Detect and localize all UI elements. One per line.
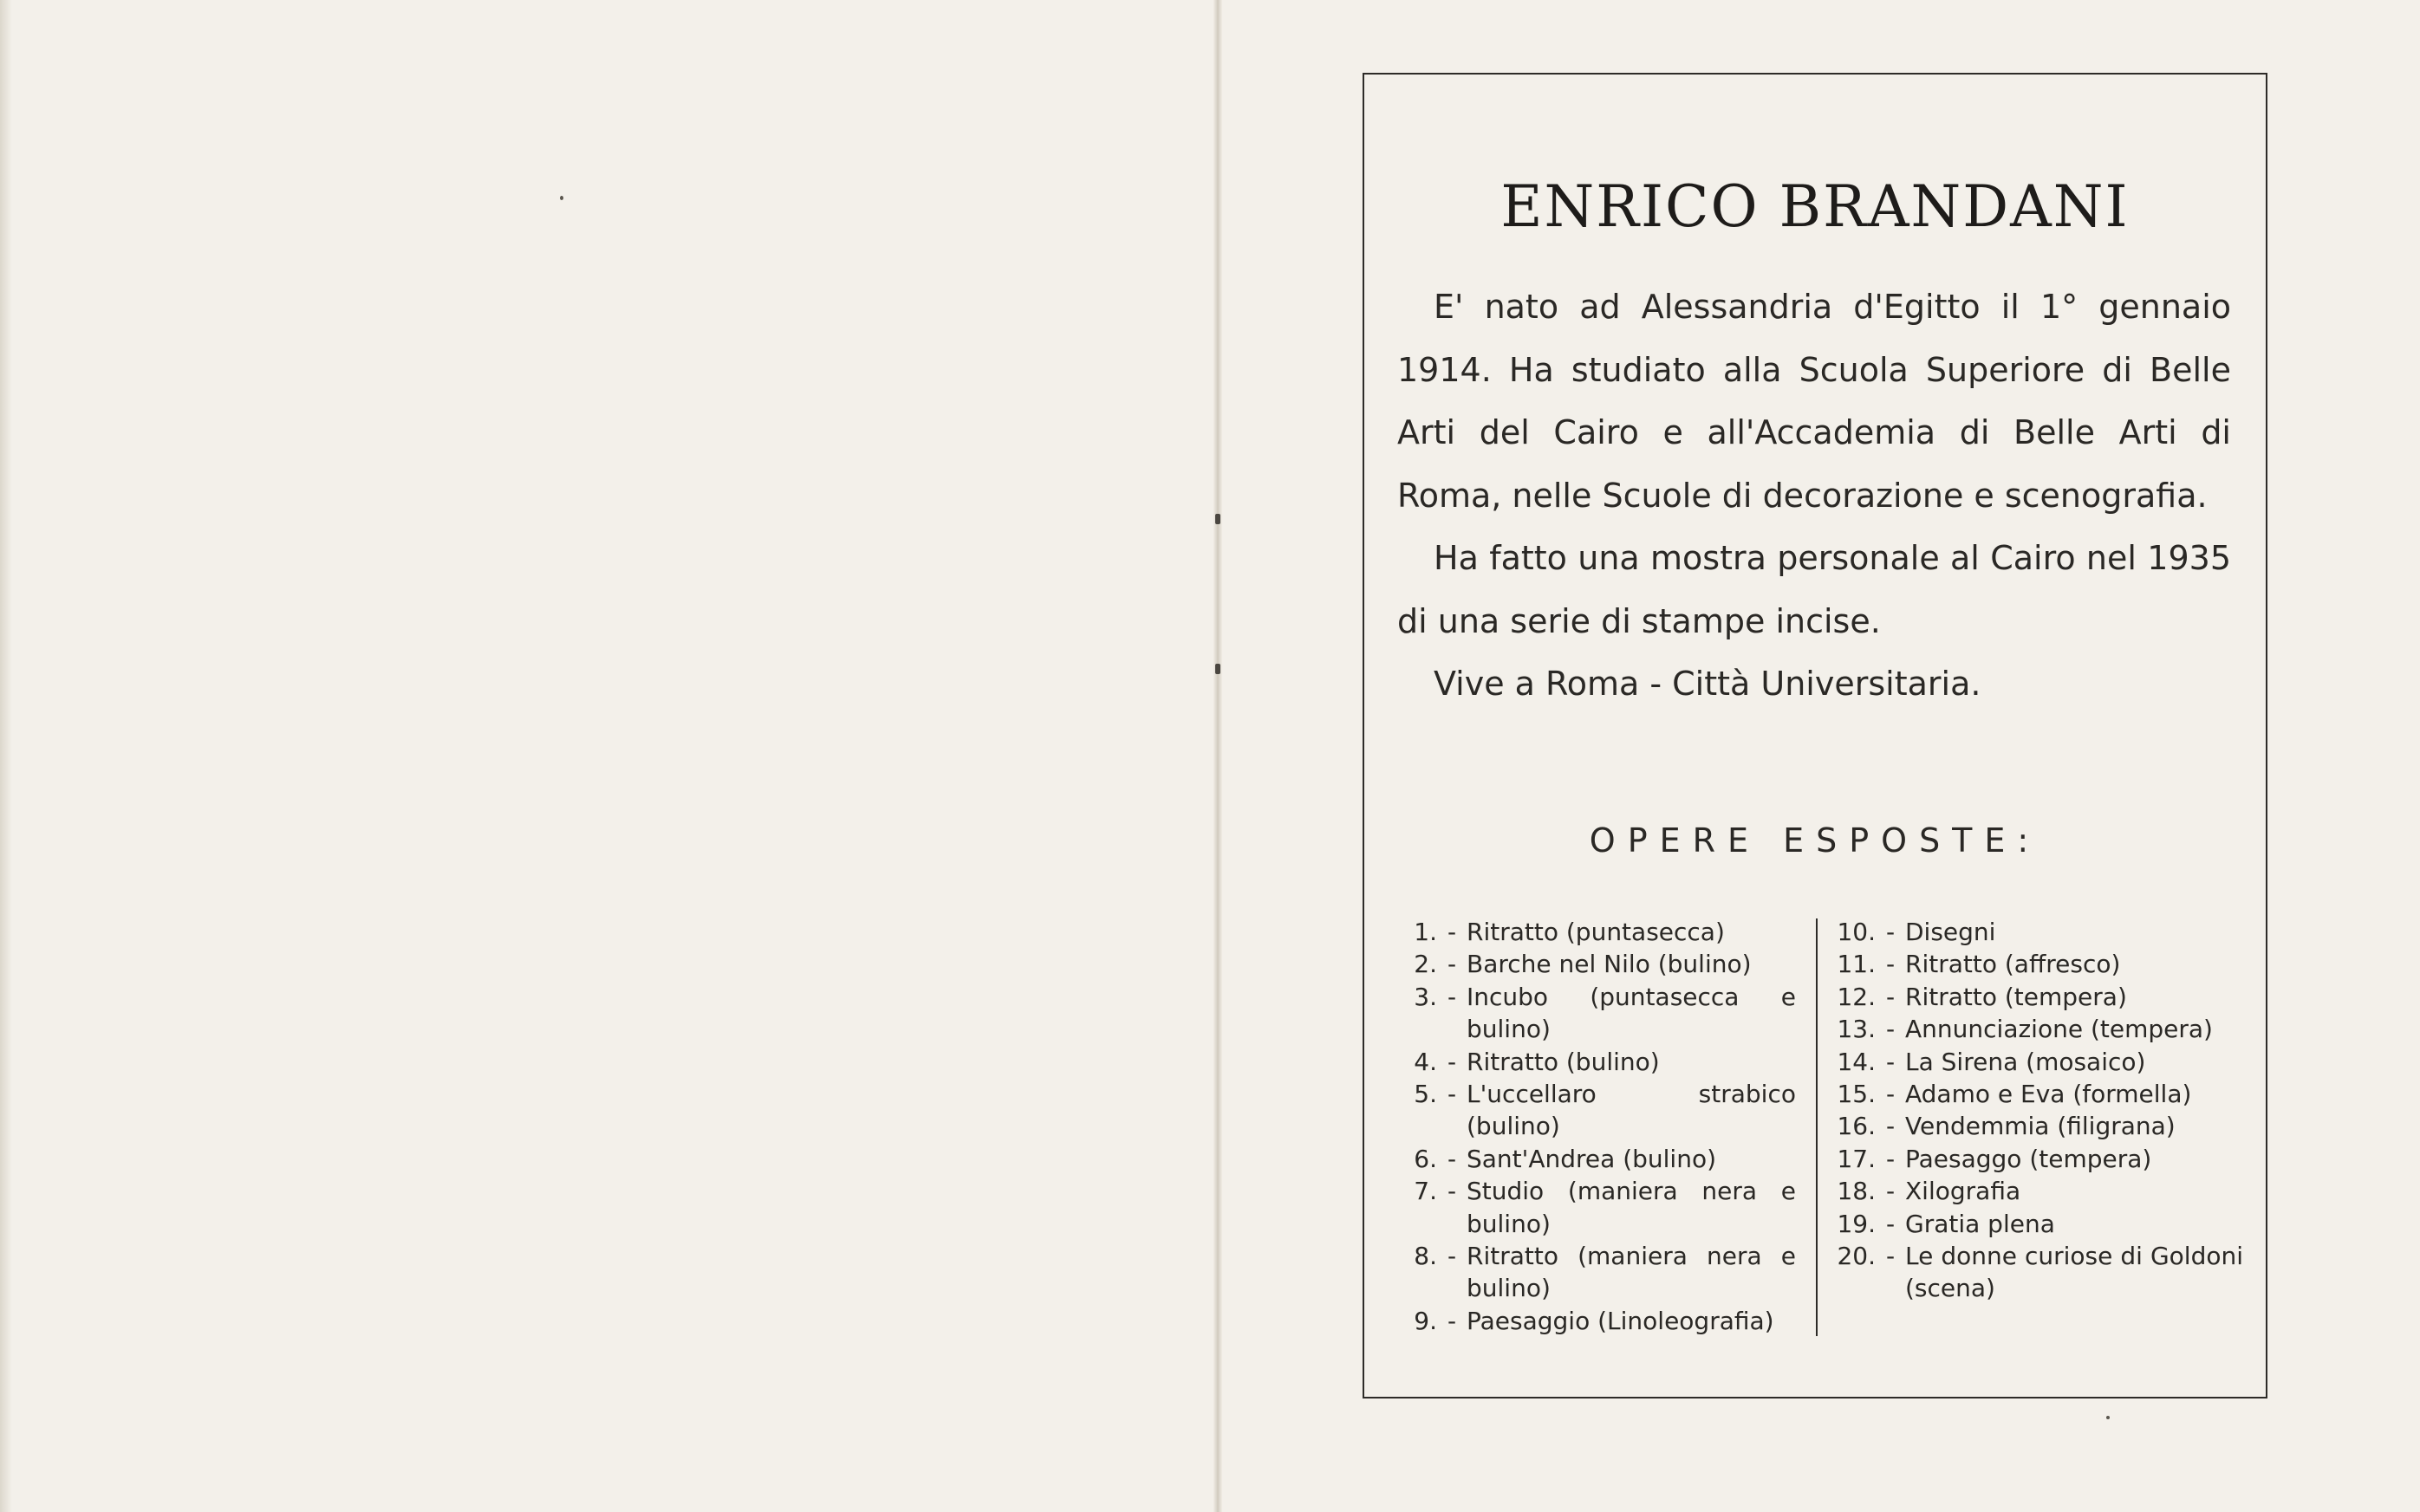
work-item <box>1406 1078 1796 1143</box>
work-title: Vendemmia (filigrana) <box>1905 1112 2176 1141</box>
bio-paragraph: E' nato ad Alessandria d'Egitto il 1° gennaio 1914. Ha studiato alla Scuola Superiore di Belle Arti del Cairo e all'Accademia di Belle Arti di Roma, nelle Scuole di decorazione e scenografia. <box>1397 288 2231 515</box>
staple-bottom <box>1215 664 1220 674</box>
work-item <box>1406 1305 1796 1337</box>
work-title: Studio (maniera nera e bulino) <box>1467 1177 1796 1238</box>
work-number: 1. <box>1414 918 1437 946</box>
work-number: 19. <box>1837 1209 1876 1238</box>
work-number: 9. <box>1414 1306 1437 1335</box>
work-title: Le donne curiose di Goldoni (scena) <box>1905 1242 2243 1303</box>
work-item <box>1836 1208 2243 1240</box>
work-item <box>1406 948 1796 980</box>
work-item <box>1406 1046 1796 1078</box>
work-separator: - <box>1885 1209 1896 1238</box>
work-title: Annunciazione (tempera) <box>1905 1015 2213 1044</box>
work-title: Disegni <box>1905 918 1996 946</box>
work-item <box>1406 1143 1796 1175</box>
work-title: La Sirena (mosaico) <box>1905 1047 2146 1076</box>
work-title: Adamo e Eva (formella) <box>1905 1080 2192 1109</box>
works-list-left <box>1406 916 1796 1337</box>
staple-top <box>1215 514 1220 524</box>
work-item <box>1836 1013 2243 1045</box>
work-item <box>1406 981 1796 1046</box>
works-heading: OPERE ESPOSTE: <box>1589 821 2041 860</box>
work-number: 14. <box>1837 1047 1876 1076</box>
work-item <box>1836 1078 2243 1110</box>
work-number: 3. <box>1414 982 1437 1011</box>
work-separator: - <box>1447 1144 1457 1173</box>
work-separator: - <box>1885 1047 1896 1076</box>
work-item <box>1836 981 2243 1013</box>
work-separator: - <box>1885 950 1896 979</box>
work-item <box>1836 916 2243 948</box>
work-separator: - <box>1447 950 1457 979</box>
work-number: 11. <box>1837 950 1876 979</box>
work-separator: - <box>1447 1047 1457 1076</box>
work-separator: - <box>1885 918 1896 946</box>
work-title: Ritratto (affresco) <box>1905 950 2121 979</box>
work-separator: - <box>1447 982 1457 1011</box>
work-number: 13. <box>1837 1015 1876 1044</box>
work-number: 5. <box>1414 1080 1437 1109</box>
left-page-edge <box>0 0 12 1512</box>
work-number: 6. <box>1414 1144 1437 1173</box>
work-number: 20. <box>1837 1242 1876 1271</box>
work-title: Sant'Andrea (bulino) <box>1467 1144 1717 1173</box>
work-number: 8. <box>1414 1242 1437 1271</box>
work-number: 15. <box>1837 1080 1876 1109</box>
work-title: Incubo (puntasecca e bulino) <box>1467 982 1796 1044</box>
work-number: 10. <box>1837 918 1876 946</box>
paper-speck <box>2106 1416 2110 1419</box>
work-separator: - <box>1885 982 1896 1011</box>
work-separator: - <box>1885 1242 1896 1271</box>
work-title: Paesaggio (Linoleografia) <box>1467 1306 1774 1335</box>
work-item <box>1836 948 2243 980</box>
work-item <box>1836 1175 2243 1207</box>
work-title: Xilografia <box>1905 1177 2021 1206</box>
work-number: 17. <box>1837 1144 1876 1173</box>
work-separator: - <box>1447 1242 1457 1271</box>
work-separator: - <box>1447 1177 1457 1206</box>
bio-paragraph: Vive a Roma - Città Universitaria. <box>1434 665 1981 703</box>
works-list-right <box>1836 916 2243 1305</box>
book-spine <box>1213 0 1222 1512</box>
work-number: 4. <box>1414 1047 1437 1076</box>
work-title: Ritratto (maniera nera e bulino) <box>1467 1242 1796 1303</box>
work-item <box>1406 916 1796 948</box>
work-separator: - <box>1447 918 1457 946</box>
work-number: 16. <box>1837 1112 1876 1141</box>
work-item <box>1836 1240 2243 1305</box>
bio-paragraph: Ha fatto una mostra personale al Cairo nel 1935 di una serie di stampe incise. <box>1397 539 2231 640</box>
work-item <box>1836 1143 2243 1175</box>
work-number: 7. <box>1414 1177 1437 1206</box>
work-number: 12. <box>1837 982 1876 1011</box>
work-title: Gratia plena <box>1905 1209 2055 1238</box>
work-item <box>1836 1046 2243 1078</box>
work-title: Barche nel Nilo (bulino) <box>1467 950 1752 979</box>
work-number: 2. <box>1414 950 1437 979</box>
work-title: L'uccellaro strabico (bulino) <box>1467 1080 1796 1141</box>
work-title: Ritratto (tempera) <box>1905 982 2127 1011</box>
work-title: Paesaggo (tempera) <box>1905 1144 2152 1173</box>
page-title: ENRICO BRANDANI <box>1500 173 2130 240</box>
work-title: Ritratto (puntasecca) <box>1467 918 1725 946</box>
work-separator: - <box>1447 1080 1457 1109</box>
biography <box>1397 276 2231 716</box>
paper-speck <box>560 196 563 200</box>
work-number: 18. <box>1837 1177 1876 1206</box>
column-divider <box>1816 918 1818 1336</box>
work-separator: - <box>1885 1144 1896 1173</box>
work-separator: - <box>1885 1177 1896 1206</box>
work-item <box>1406 1240 1796 1305</box>
work-separator: - <box>1447 1306 1457 1335</box>
work-item <box>1836 1110 2243 1142</box>
work-separator: - <box>1885 1080 1896 1109</box>
work-separator: - <box>1885 1015 1896 1044</box>
work-separator: - <box>1885 1112 1896 1141</box>
work-item <box>1406 1175 1796 1240</box>
work-title: Ritratto (bulino) <box>1467 1047 1660 1076</box>
